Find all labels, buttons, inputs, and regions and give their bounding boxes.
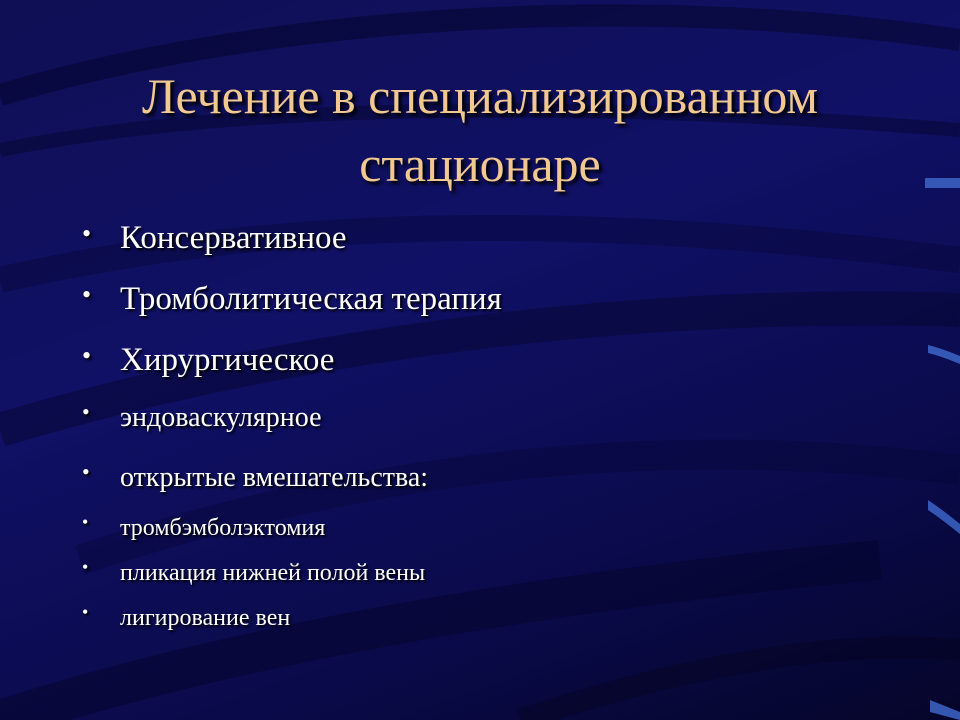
bullet-icon: •	[82, 512, 89, 532]
list-item-text: Хирургическое	[120, 342, 335, 378]
bullet-icon: •	[82, 280, 92, 309]
list-item	[78, 340, 502, 380]
list-item	[78, 558, 502, 588]
list-item-text: Тромболитическая терапия	[120, 281, 502, 317]
bullet-icon: •	[82, 399, 90, 424]
list-item-text: пликация нижней полой вены	[120, 560, 426, 586]
list-item-text: эндоваскулярное	[120, 402, 322, 433]
bullet-icon: •	[82, 459, 90, 484]
list-item-text: лигирование вен	[120, 605, 291, 631]
bullet-list	[78, 218, 502, 648]
bullet-icon: •	[82, 219, 92, 248]
list-item	[78, 461, 502, 495]
slide-title: Лечение в специализированном стационаре	[141, 68, 819, 192]
bullet-icon: •	[82, 557, 89, 577]
list-item	[78, 279, 502, 319]
list-item-text: Консервативное	[120, 220, 347, 256]
list-item	[78, 513, 502, 543]
list-item	[78, 401, 502, 435]
list-item	[78, 218, 502, 258]
bullet-icon: •	[82, 341, 92, 370]
list-item	[78, 603, 502, 633]
list-item-text: тромбэмболэктомия	[120, 515, 326, 541]
list-item-text: открытые вмешательства:	[120, 462, 429, 493]
bullet-icon: •	[82, 602, 89, 622]
